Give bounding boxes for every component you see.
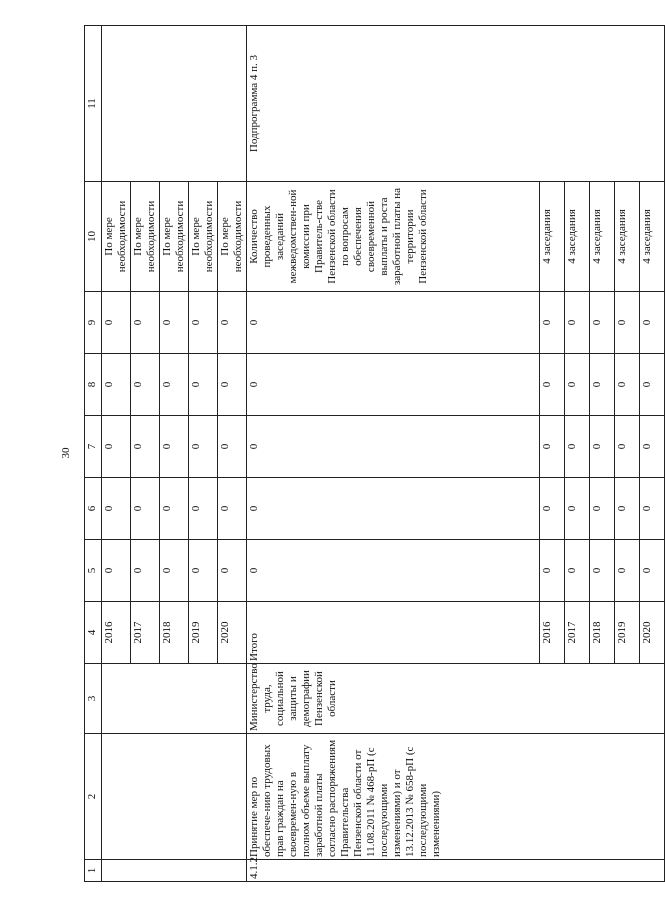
value-cell: 0 [590,478,615,540]
value-cell: 0 [247,478,540,540]
year-cell: 2018 [590,602,615,664]
row-id-cell: 4.1.2. [247,860,665,882]
value-cell: 0 [540,416,565,478]
value-cell: 0 [540,292,565,354]
header-cell: 8 [85,354,102,416]
value-cell: 0 [102,540,131,602]
value-cell: 0 [189,540,218,602]
total-label-cell: Итого [247,602,540,664]
measure-cell: Принятие мер по обеспече-нию трудовых прав граждан на своевремен-ную в полном объеме выплату заработной платы согласно распоряжениям Правительства Пензенской области от 11.08.2011 № 468-рП (с последующими изменениями) и от 13.12.2013 № 658-рП (с последующими изменениями) [247,734,665,860]
header-cell: 3 [85,664,102,734]
header-cell: 11 [85,26,102,182]
value-cell: 0 [160,354,189,416]
value-cell: 0 [590,540,615,602]
value-cell: 0 [640,354,665,416]
header-cell: 6 [85,478,102,540]
year-cell: 2017 [565,602,590,664]
subprogram-cell: Подпрограмма 4 п. 3 [247,26,665,182]
value-cell: 0 [565,292,590,354]
indicator-cell: По мере необходимости [102,182,131,292]
page-number: 30 [60,447,72,459]
value-cell: 0 [131,416,160,478]
value-cell: 0 [160,292,189,354]
value-cell: 0 [615,292,640,354]
value-cell: 0 [131,540,160,602]
rotated-page [84,26,653,882]
year-cell: 2019 [189,602,218,664]
value-cell: 0 [590,416,615,478]
year-cell: 2018 [160,602,189,664]
value-cell: 0 [565,540,590,602]
value-cell: 0 [218,540,247,602]
header-cell: 7 [85,416,102,478]
value-cell: 0 [102,354,131,416]
year-cell: 2017 [131,602,160,664]
indicator-cell: 4 заседания [590,182,615,292]
empty-cell [102,26,247,182]
value-cell: 0 [615,540,640,602]
value-cell: 0 [131,354,160,416]
indicator-cell: По мере необходимости [189,182,218,292]
year-cell: 2020 [218,602,247,664]
value-cell: 0 [640,478,665,540]
value-cell: 0 [540,478,565,540]
value-cell: 0 [565,416,590,478]
indicator-cell: 4 заседания [640,182,665,292]
value-cell: 0 [590,354,615,416]
value-cell: 0 [131,478,160,540]
header-cell: 9 [85,292,102,354]
value-cell: 0 [640,292,665,354]
header-cell: 5 [85,540,102,602]
value-cell: 0 [218,478,247,540]
year-cell: 2016 [102,602,131,664]
value-cell: 0 [160,478,189,540]
value-cell: 0 [565,478,590,540]
value-cell: 0 [189,292,218,354]
value-cell: 0 [247,354,540,416]
header-cell: 10 [85,182,102,292]
program-table [84,25,665,882]
value-cell: 0 [218,354,247,416]
empty-cell [102,860,247,882]
header-cell: 2 [85,734,102,860]
value-cell: 0 [540,540,565,602]
empty-cell [102,664,247,734]
value-cell: 0 [160,416,189,478]
indicator-cell: По мере необходимости [131,182,160,292]
value-cell: 0 [189,478,218,540]
value-cell: 0 [189,416,218,478]
header-cell: 4 [85,602,102,664]
indicator-cell: По мере необходимости [160,182,189,292]
value-cell: 0 [590,292,615,354]
value-cell: 0 [218,292,247,354]
value-cell: 0 [218,416,247,478]
total-row [247,26,540,882]
value-cell: 0 [102,478,131,540]
empty-cell [102,734,247,860]
value-cell: 0 [131,292,160,354]
executor-cell: Министерство труда, социальной защиты и демографии Пензенской области [247,664,665,734]
indicator-cell: 4 заседания [565,182,590,292]
value-cell: 0 [640,540,665,602]
header-cell: 1 [85,860,102,882]
value-cell: 0 [247,416,540,478]
value-cell: 0 [160,540,189,602]
value-cell: 0 [615,416,640,478]
indicator-cell: По мере необходимости [218,182,247,292]
value-cell: 0 [102,416,131,478]
table-container [84,26,653,882]
header-row [85,26,102,882]
value-cell: 0 [540,354,565,416]
value-cell: 0 [615,478,640,540]
value-cell: 0 [247,292,540,354]
table-row [102,26,131,882]
year-cell: 2020 [640,602,665,664]
indicator-cell: 4 заседания [540,182,565,292]
year-cell: 2016 [540,602,565,664]
value-cell: 0 [247,540,540,602]
value-cell: 0 [102,292,131,354]
value-cell: 0 [565,354,590,416]
indicator-cell: 4 заседания [615,182,640,292]
indicator-cell: Количество проведенных заседаний межведомствен-ной комиссии при Правитель-стве Пензенской области по вопросам обеспечения своевременной выплаты и роста заработной платы на территории Пензенской области [247,182,540,292]
value-cell: 0 [189,354,218,416]
value-cell: 0 [615,354,640,416]
year-cell: 2019 [615,602,640,664]
value-cell: 0 [640,416,665,478]
